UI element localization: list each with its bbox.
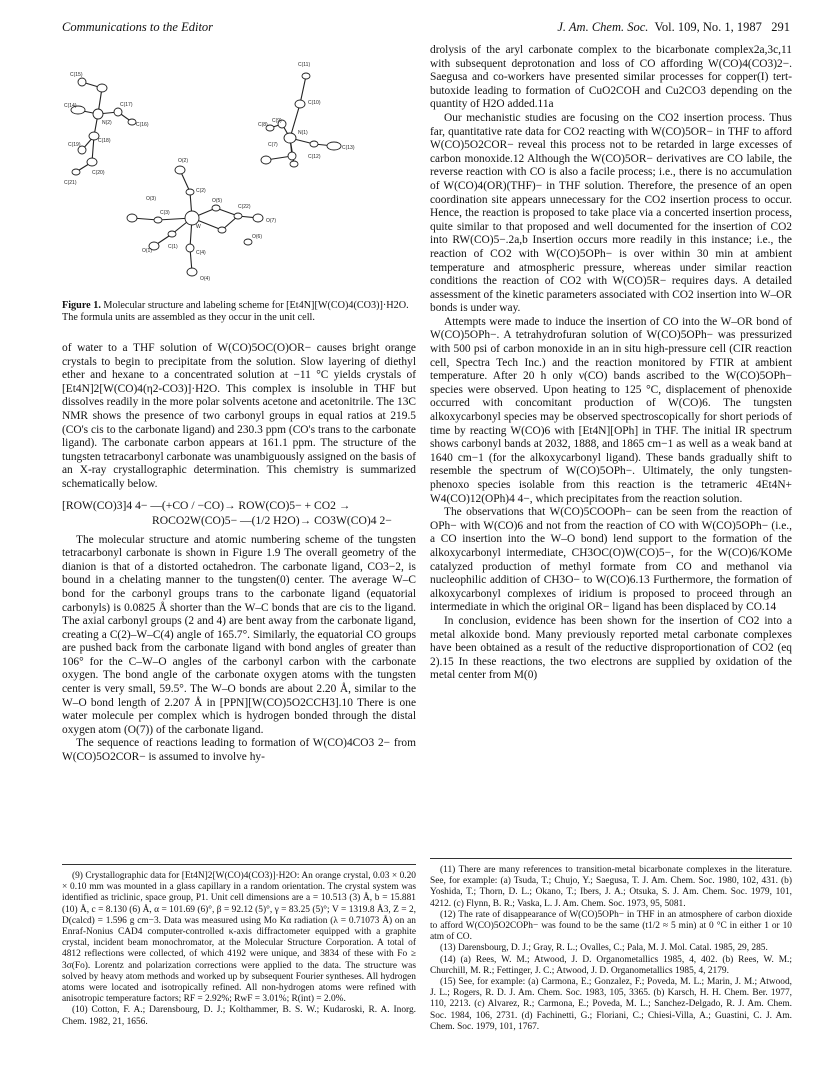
footnote: (14) (a) Rees, W. M.; Atwood, J. D. Organometallics 1985, 4, 402. (b) Rees, W. M.; Churchill, M. R.; Fettinger, J. C.; Atwood, J. D. Organometallics 1985, 4, 2179.	[430, 954, 792, 976]
atom-label: C(10)	[308, 100, 321, 106]
atom-label: C(22)	[238, 204, 251, 210]
scheme-line: [ROW(CO)3]4 4− —(+CO / −CO)→ ROW(CO)5− + CO2 →	[62, 498, 351, 512]
paragraph: Our mechanistic studies are focusing on the CO2 insertion process. Thus far, quantitative rate data for CO2 reacting with W(CO)5OR− in THF to afford W(CO)5O2COR− reveal this process not to be retarded in large excesses of carbon monoxide.12 Although the W(CO)5OR− derivatives are CO labile, the reverse reaction with CO is also a facile process; i.e., there is no accumulation of W(CO)4(OR)(THF)− in THF solution. Therefore, the presence of an open coordination site appears unnecessary for the CO2 insertion process to occur. Hence, the reaction is proposed to take place via a concerted insertion process, quite similar to that proposed and well documented for the insertion of CO2 into RW(CO)5−.2a,b Insertion occurs more readily in this instance; i.e., the reaction of CO2 with W(CO)5OPh− is over within 30 min at ambient temperature and atmospheric pressure, whereas under similar reaction conditions the reaction of CO2 with W(CO)5R− requires days. A detailed assessment of the kinetic parameters associated with CO2 insertion into W–OR bonds is under way.	[430, 111, 792, 315]
atom-label: O(4)	[200, 276, 210, 282]
atom-label: C(8)	[258, 122, 268, 128]
atom-label: W	[196, 224, 201, 230]
atom-label: C(9)	[272, 118, 282, 124]
footnote: (13) Darensbourg, D. J.; Gray, R. L.; Ovalles, C.; Pala, M. J. Mol. Catal. 1985, 29, 285.	[440, 943, 768, 954]
scheme-line: ROCO2W(CO)5− —(1/2 H2O)→ CO3W(CO)4 2−	[152, 513, 392, 527]
paragraph: The molecular structure and atomic numbering scheme of the tungsten tetracarbonyl carbonate is shown in Figure 1.9 The overall geometry of the dianion is that of a distorted octahedron. The carbonate ligand, CO3−2, is bound in a chelating manner to the tungsten(0) center. The average W–C bond for the carbonyl groups trans to the carbonate ligand (equatorial carbonyls) is 0.0825 Å shorter than the W–C bonds that are cis to the ligand. The axial carbonyl groups (2 and 4) are bent away from the carbonate ligand, creating a C(2)–W–C(4) angle of 165.7°. Similarly, the equatorial CO groups are pushed back from the carbonate ligand with bond angles of greater than 106° for the C–W–O angles of the carbonyl carbon with the carbonate oxygen. The bond angle of the carbonate oxygen atoms with the tungsten center is very small, 59.5°. The W–O bonds are about 2.20 Å, similar to the W–O bond length of 2.207 Å in [PPN][W(CO)5O2CCH3].10 There is one water molecule per complex which is hydrogen bonded through the distal oxygen atom (O(7)) of the carbonate ligand.	[62, 533, 416, 736]
running-header-left: Communications to the Editor	[62, 20, 214, 34]
right-column	[430, 44, 792, 683]
atom-label: O(3)	[146, 196, 156, 202]
atom-label: C(12)	[308, 154, 321, 160]
paragraph: The observations that W(CO)5COOPh− can be seen from the reaction of OPh− with W(CO)6 and not from the reaction of CO with W(CO)5OPh− (i.e., a CO insertion into the W–O bond) lend support to the formation of the alkoxycarbonyl intermediate, CH3OC(O)W(CO)5−, for the W(CO)6/KOMe catalyzed production of methyl formate from CO and methanol via nucleophilic addition of CH3O− to W(CO)6.13 Furthermore, the formation of alkoxycarbonyl complexes of iridium is proposed to proceed through an intermediate in which the original OR− ligand has been displaced by CO.14	[430, 506, 792, 614]
footnote: (12) The rate of disappearance of W(CO)5OPh− in THF in an atmosphere of carbon dioxide to afford W(CO)5O2COPh− was found to be the same (t1/2 ≈ 5 min) at 0 °C in either 1 or 10 atm of CO.	[430, 909, 792, 943]
paragraph: drolysis of the aryl carbonate complex to the bicarbonate complex2a,3c,11 with subsequent deprotonation and loss of CO affording W(CO)4(CO3)2−. Saegusa and co-workers have presented similar processes for copper(I) tert-butoxide leading to formation of CuO2COH and Cu2CO3 depending on the quantity of H2O added.11a	[430, 44, 792, 111]
left-column	[62, 342, 416, 765]
atom-label: C(21)	[64, 180, 77, 186]
atom-label: O(5)	[212, 198, 222, 204]
atom-label: C(3)	[160, 210, 170, 216]
atom-label: C(1)	[168, 244, 178, 250]
reaction-scheme	[62, 498, 416, 528]
atom-label: N(1)	[298, 130, 308, 136]
atom-label: O(2)	[178, 158, 188, 164]
page-number: 291	[771, 20, 790, 34]
atom-label: C(11)	[298, 62, 311, 68]
figure-caption-label: Figure 1.	[62, 300, 101, 311]
paragraph: of water to a THF solution of W(CO)5OC(O)OR− causes bright orange crystals to begin to precipitate from the solution. Slow layering of diethyl ether and hexane to a concentrated solution at −11 °C yields crystals of [Et4N]2[W(CO)4(η2-CO3)]·H2O. This complex is insoluble in THF but dissolves readily in the more polar solvents acetone and acetonitrile. The 13C NMR shows the presence of two carbonyl groups in equal ratios at 219.5 (CO's cis to the carbonate ligand) and 230.3 ppm (CO's trans to the carbonate ligand). The carbonate carbon appears at 161.1 ppm. The structure of the tungsten tetracarbonyl carbonate was unambiguously assigned on the basis of an X-ray crystallographic determination. This chemistry is summarized schematically below.	[62, 342, 416, 490]
atom-label: C(15)	[70, 72, 83, 78]
atom-label: C(19)	[68, 142, 81, 148]
atom-label: C(2)	[196, 188, 206, 194]
paragraph: In conclusion, evidence has been shown for the insertion of CO2 into a metal alkoxide bond. Many previously reported metal carbonate complexes have been obtained as a result of the reductive disproportionation of CO2 (eq 2).15 In these reactions, the two electrons are supplied by oxidation of the metal center from M(0)	[430, 614, 792, 682]
footnote: (15) See, for example: (a) Carmona, E.; Gonzalez, F.; Poveda, M. L.; Marin, J. M.; Atwood, J. L.; Rogers, R. D. J. Am. Chem. Soc. 1983, 105, 3365. (b) Karsch, H. H. Chem. Ber. 1977, 110, 2213. (c) Alvarez, R.; Carmona, E.; Poveda, M. L.; Sanchez-Delgado, R. J. Am. Chem. Soc. 1984, 106, 2731. (d) Fachinetti, G.; Floriani, C.; Chiesi-Villa, A.; Guastini, C. J. Am. Chem. Soc. 1979, 101, 1767.	[430, 977, 792, 1032]
atom-label: C(16)	[136, 122, 149, 128]
running-header-right	[557, 20, 790, 35]
atom-label: C(20)	[92, 170, 105, 176]
atom-label: O(7)	[266, 218, 276, 224]
atom-label: C(13)	[342, 145, 355, 151]
figure-caption-text: Molecular structure and labeling scheme for [Et4N][W(CO)4(CO3)]·H2O. The formula units are assembled as they occur in the unit cell.	[62, 300, 409, 323]
atom-label: N(2)	[102, 120, 112, 126]
ortep-drawing	[62, 52, 416, 300]
journal-name: J. Am. Chem. Soc.	[557, 20, 649, 34]
atom-label: C(7)	[268, 142, 278, 148]
footnote: (9) Crystallographic data for [Et4N]2[W(CO)4(CO3)]·H2O: An orange crystal, 0.03 × 0.20 × 0.10 mm was mounted in a glass capillary in a random orientation. The crystal system was identified as triclinic, space group, P1. Unit cell dimensions are a = 10.513 (3) Å, b = 15.881 (10) Å, c = 8.130 (6) Å, α = 101.69 (6)°, β = 92.12 (5)°, γ = 83.25 (5)°; V = 1319.8 Å3, Z = 2, D(calcd) = 1.596 g cm−3. Data was measured using Mo Kα radiation (λ = 0.71073 Å) on an Enraf-Nonius CAD4 computer-controlled κ-axis diffractometer equipped with a graphite crystal, incident beam monochromator, at the Molecular Structure Corporation. A total of 4812 reflections were collected, of which 4192 were unique, and 3834 of these with Fo ≥ 3σ(Fo). Lorentz and polarization corrections were applied to the data. The structure was solved by heavy atom methods and worked up by subsequent Fourier syntheses. All hydrogen atoms were located and isotropically refined. All non-hydrogen atoms were refined with anisotropic temperature factors; RF = 2.92%; RwF = 3.01%; R(int) = 2.0%.	[62, 871, 416, 1005]
figure-1-structure	[62, 52, 416, 300]
atom-label: O(1)	[142, 248, 152, 254]
footnotes-left	[62, 864, 416, 1028]
atom-label: C(17)	[120, 102, 133, 108]
atom-label: O(6)	[252, 234, 262, 240]
paragraph: Attempts were made to induce the insertion of CO into the W–OR bond of W(CO)5OPh−. A tetrahydrofuran solution of W(CO)5OPh− was pressurized with 500 psi of carbon monoxide in an in situ high-pressure cell (CIR reaction cell, Spectra Tech Inc.) and the reaction monitored by FTIR at ambient temperature. After 20 h only ν(CO) bands ascribed to the W(CO)5OPh− species were observed. Upon heating to 125 °C, displacement of phenoxide occurred with concomitant production of W(CO)6. The tungsten alkoxycarbonyl species may be observed spectroscopically for short periods of time by reacting W(CO)6 with [Et4N][OPh] in THF. The initial IR spectrum shows carbonyl bands at 2032, 1888, and 1865 cm−1 as well as a weak band at 1640 cm−1 (for the alkoxycarbonyl ligand). These bands gradually shift to resemble the spectrum of W(CO)5OPh−. Ultimately, the only tungsten-phenoxo species isolable from this reaction is the tetrameric 4Et4N+ W4(CO)12(OPh)4 4−, which precipitates from the reaction solution.	[430, 315, 792, 505]
footnotes-right	[430, 858, 792, 1033]
paragraph: The sequence of reactions leading to formation of W(CO)4CO3 2− from W(CO)5O2COR− is assumed to involve hy-	[62, 737, 416, 764]
footnote: (11) There are many references to transition-metal bicarbonate complexes in the literature. See, for example: (a) Tsuda, T.; Chujo, Y.; Saegusa, T. J. Am. Chem. Soc. 1980, 102, 431. (b) Yoshida, T.; Thorn, D. L.; Okano, T.; Ibers, J. A.; Otsuka, S. J. Am. Chem. Soc. 1979, 101, 4212. (c) Flynn, B. R.; Vaska, L. J. Am. Chem. Soc. 1973, 95, 5081.	[430, 865, 792, 909]
atom-label: C(4)	[196, 250, 206, 256]
volume-info: Vol. 109, No. 1, 1987	[654, 20, 762, 34]
atom-label: C(18)	[98, 138, 111, 144]
footnote: (10) Cotton, F. A.; Darensbourg, D. J.; Kolthammer, B. S. W.; Kudaroski, R. A. Inorg. Chem. 1982, 21, 1656.	[62, 1005, 416, 1027]
atom-label: C(14)	[64, 103, 77, 109]
figure-caption	[62, 300, 416, 324]
